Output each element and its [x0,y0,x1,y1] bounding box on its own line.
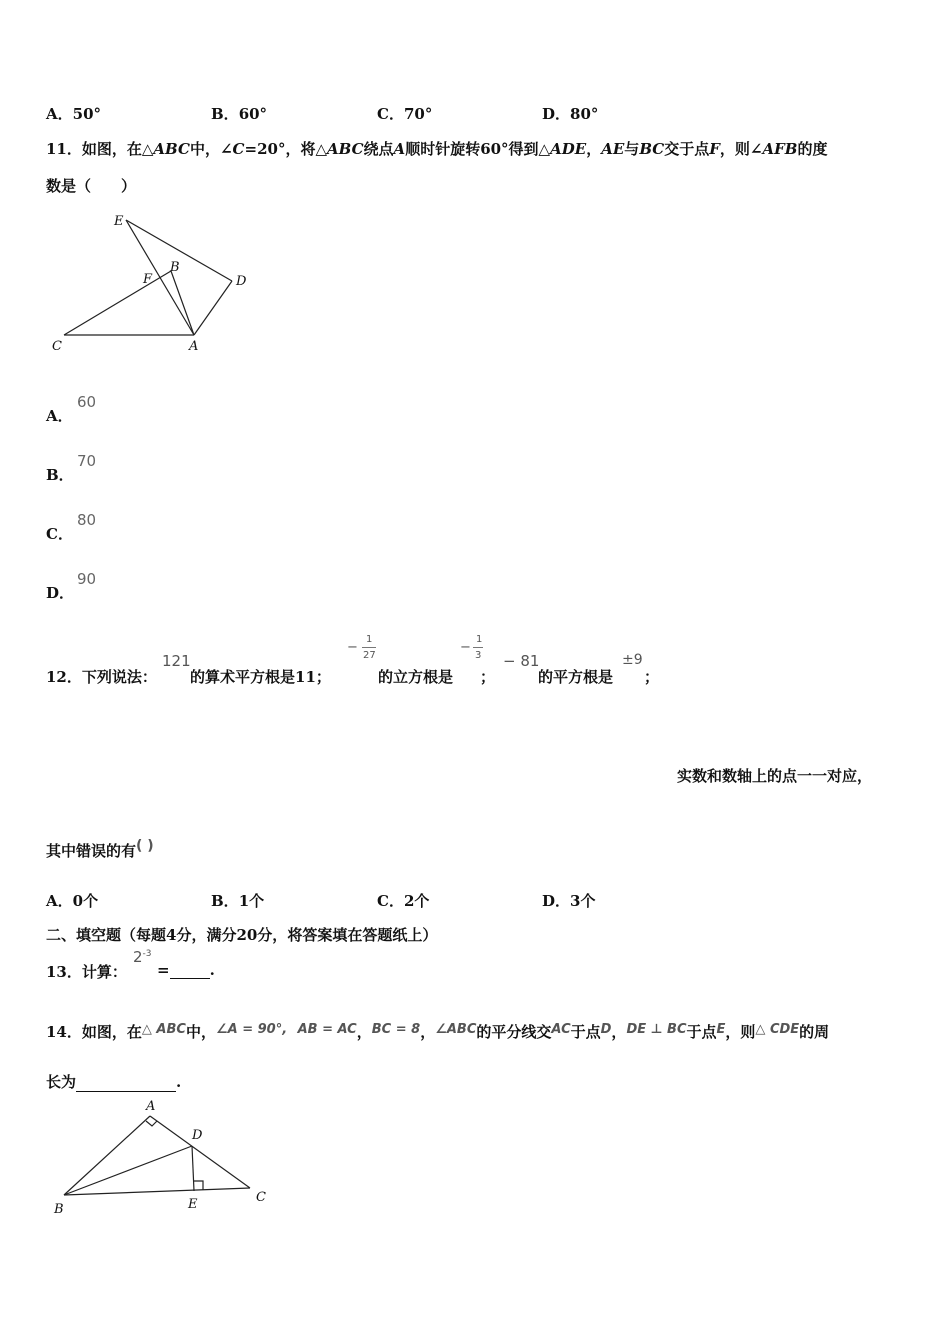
stem-text: 与 [624,140,640,158]
math-e: E [716,1022,726,1037]
math-triangle-cde: △ CDE [755,1022,800,1037]
label-d: D [192,1128,203,1143]
q11-option-c-value: 80 [77,511,97,529]
q12-text3: 的平方根是 [538,668,614,686]
option-value: 50° [72,105,102,123]
segment-bc [64,1188,250,1195]
power-base: 2 [133,948,143,966]
label-c: C [256,1190,266,1205]
question-number: 11． [46,140,82,158]
answer-paren: ( ) [136,838,154,854]
comma: ， [420,1023,436,1041]
label-c: C [52,339,62,354]
math-ae: AE [601,140,625,158]
math-ab-ac: AB = AC [297,1022,357,1037]
label-e: E [188,1197,198,1212]
label-f: F [143,272,153,287]
stem-text: 其中错误的有 [46,842,137,860]
math-a: A [393,140,406,158]
right-angle-a [146,1121,157,1126]
equals-sign: = [157,961,170,979]
math-c: C [232,140,245,158]
math-triangle-abc: △ ABC [141,1022,186,1037]
q12-frac1-num: 1 [366,634,373,645]
segment-ea [126,220,194,335]
stem-text: 的度 [797,140,828,158]
math-angle-abc: ∠ABC [435,1022,477,1037]
segment-da [194,281,232,335]
stem-text: 长为 [46,1073,77,1091]
stem-text: 顺时针旋转60°得到△ [405,140,551,158]
q11-option-d-value: 90 [77,570,97,588]
option-label: A． [46,105,73,123]
q12-semicolon2: ； [644,668,660,686]
segment-de [192,1146,194,1191]
label-a: A [146,1099,156,1114]
q12-number-intro [46,666,157,687]
math-bc-8: BC = 8 [371,1022,421,1037]
q11-option-a-label[interactable]: A． [46,407,73,425]
question-number: 13． [46,963,82,981]
option-label: C． [377,105,404,123]
stem-text: ，则∠ [719,140,763,158]
stem-text: 交于点 [664,140,710,158]
stem-text: 绕点 [363,140,394,158]
q12-text1: 的算术平方根是11； [190,668,331,686]
option-label: A． [46,892,73,910]
stem-text: 于点 [570,1023,601,1041]
q13-answer-blank[interactable] [170,963,210,979]
q12-option-a[interactable] [46,890,98,911]
q11-option-d-label[interactable]: D． [46,584,75,602]
option-value: 70° [403,105,433,123]
q11-stem-line2: 数是（ ） [46,177,137,195]
label-d: D [236,274,247,289]
q12-minus2: − [460,640,471,655]
q10-option-b[interactable] [211,103,267,124]
q11-option-b-value: 70 [77,452,97,470]
q10-option-c[interactable] [377,103,432,124]
stem-text: 中，∠ [189,140,233,158]
right-angle-e [194,1181,203,1190]
math-ac: AC [551,1022,571,1037]
question-number: 14． [46,1023,82,1041]
math-f: F [709,140,720,158]
q12-pm9: ±9 [622,652,643,668]
option-value: 2个 [403,892,430,910]
math-afb: AFB [762,140,798,158]
comma: ， [611,1023,627,1041]
label-a: A [189,339,199,354]
stem-text: ，则 [725,1023,756,1041]
q12-n121: 121 [162,652,191,670]
q11-stem [46,138,827,159]
math-ade: ADE [550,140,587,158]
period: . [176,1073,182,1091]
stem-text: 于点 [686,1023,717,1041]
stem-text: 计算： [81,963,127,981]
label-e: E [114,214,124,229]
q12-frac2-bar [473,647,483,648]
q12-frac1-den: 27 [363,650,376,661]
q12-frac2-num: 1 [476,634,483,645]
q12-option-d[interactable] [542,890,595,911]
q11-option-c-label[interactable]: C． [46,525,73,543]
stem-text: 下列说法： [81,668,157,686]
comma: ， [356,1023,372,1041]
q12-option-b[interactable] [211,890,264,911]
stem-text: 的平分线交 [476,1023,552,1041]
q10-option-d[interactable] [542,103,598,124]
section-title-fill-in: 二、填空题（每题4分，满分20分，将答案填在答题纸上） [46,926,438,944]
q12-semicolon1: ； [480,668,496,686]
period: . [209,961,215,979]
math-d: D [600,1022,612,1037]
q11-option-a-value: 60 [77,393,97,411]
power-exponent: -3 [142,949,152,959]
stem-text: 如图，在△ [81,140,154,158]
segment-cb [64,271,171,335]
q12-line3 [46,840,154,861]
option-value: 0个 [72,892,99,910]
segment-bd [64,1146,192,1195]
math-abc: ABC [153,140,190,158]
math-bc: BC [639,140,665,158]
label-b: B [54,1202,64,1217]
q14-stem [46,1021,829,1042]
stem-text: 如图，在 [81,1023,142,1041]
option-label: D． [542,105,571,123]
q12-minus1: − [347,640,358,655]
option-label: D． [542,892,571,910]
option-value: 1个 [238,892,265,910]
option-label: B． [211,105,239,123]
option-label: C． [377,892,404,910]
option-value: 60° [238,105,268,123]
math-de-perp-bc: DE ⊥ BC [626,1022,687,1037]
q12-n81: − 81 [503,652,540,670]
q12-line2: 实数和数轴上的点一一对应， [677,767,873,785]
segment-ac [150,1116,250,1188]
q11-figure [46,205,266,360]
q11-option-b-label[interactable]: B． [46,466,74,484]
q13-stem [46,961,127,982]
question-number: 12． [46,668,82,686]
segment-ba [64,1116,150,1195]
label-b: B [170,260,180,275]
q14-answer-blank[interactable] [76,1076,176,1092]
q12-frac2-den: 3 [475,650,482,661]
math-angle-a: ∠A = 90°, [215,1022,288,1037]
q12-frac1-bar [362,647,376,648]
q13-power [133,948,152,966]
stem-text: =20°，将△ [244,140,327,158]
q10-option-a[interactable] [46,103,101,124]
math-abc: ABC [326,140,364,158]
stem-text: 中， [185,1023,216,1041]
option-value: 3个 [570,892,596,910]
q14-figure [46,1095,286,1220]
stem-text: 的周 [799,1023,830,1041]
q12-text2: 的立方根是 [378,668,454,686]
q13-answer [157,961,215,979]
q12-option-c[interactable] [377,890,429,911]
q14-line2 [46,1071,181,1092]
option-label: B． [211,892,239,910]
stem-text: ， [586,140,602,158]
option-value: 80° [570,105,599,123]
